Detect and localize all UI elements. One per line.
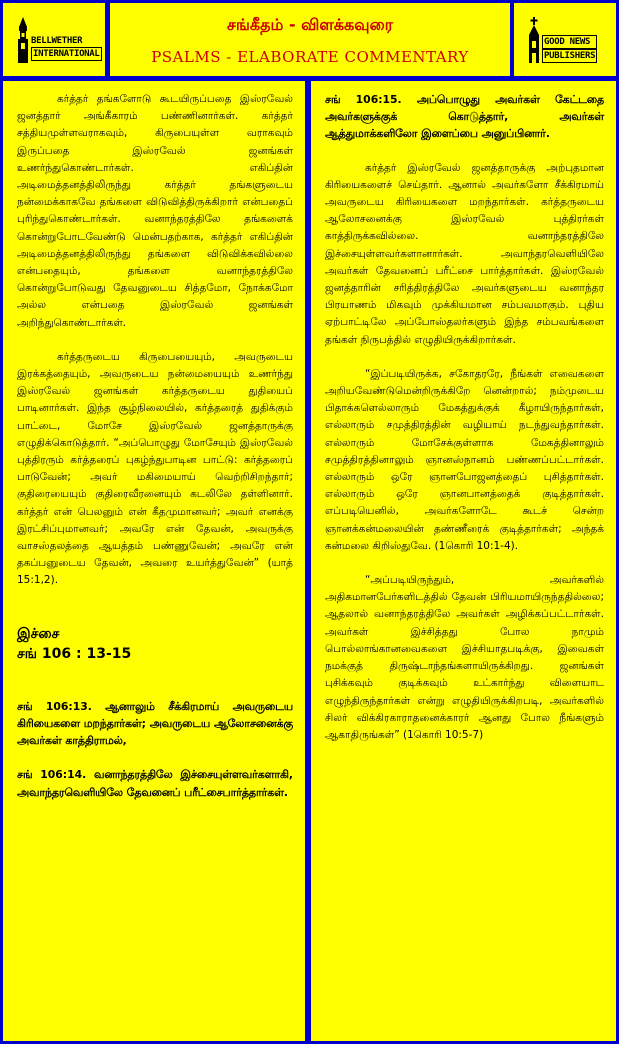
church-icon: [526, 17, 542, 63]
left-column: [3, 81, 305, 1041]
right-column: [311, 81, 616, 1041]
header-left-logo-panel: [3, 3, 105, 76]
logo-line2: INTERNATIONAL: [33, 49, 100, 59]
bell-tower-icon: [15, 17, 31, 63]
logo-line2: PUBLISHERS: [544, 51, 596, 61]
bellwether-logo: [11, 13, 99, 67]
verse-14: சங் 106:14. வனாந்தரத்திலே இச்சையுள்ளவர்களாகி, அவாந்தரவெளியிலே தேவனைப் பரீட்சைபார்த்தார்கள்.: [17, 768, 293, 799]
section-reference: சங் 106 : 13-15: [17, 645, 132, 662]
right-paragraph-1: கர்த்தர் இஸ்ரவேல் ஜனத்தாருக்கு அற்புதமான கிரியைகளைச் செய்தார். ஆனால் அவர்களோ சீக்கிரமாய் அவருடைய கிரியைகளை மறந்தார்கள். கர்த்தருடைய ஆலோசனைக்கு இஸ்ரவேல் புத்திரர்கள் காத்திருக்கவில்லை. வனாந்தரத்திலே இச்சையுள்ளவர்களானார்கள். அவாந்தரவெளியிலே அவர்கள் தேவனைப் பரீட்சை பார்த்தார்கள். இஸ்ரவேல் ஜனத்தாரின் சரித்திரத்திலே அவர்களுடைய வனாந்தர பிரயாணம் மிகவும் முக்கியமான சம்பவமாகும். புதிய ஏற்பாட்டிலே அப்போஸ்தலர்களும் இந்த சம்பவங்களை தங்கள் நிருபத்தில் எழுதியிருக்கிறார்கள்.: [325, 161, 604, 346]
verse-13: சங் 106:13. ஆனாலும் சீக்கிரமாய் அவருடைய கிரியைகளை மறந்தார்கள்; அவருடைய ஆலோசனைக்கு அவர்கள் காத்திராமல்,: [17, 699, 293, 748]
good-news-logo-text: [542, 35, 597, 63]
header-right-logo-panel: [514, 3, 616, 76]
right-paragraph-2: “இப்படியிருக்க, சகோதரரே, நீங்கள் எவைகளை அறியவேண்டுமென்றிருக்கிறே னென்றால்; நம்முடைய பிதாக்களெல்லாரும் மேகத்துக்குக் கீழாயிருந்தார்கள், எல்லாரும் சமுத்திரத்தின் வழியாய் நடந்துவந்தார்கள். எல்லாரும் மோசேக்குள்ளாக மேகத்தினாலும் சமுத்திரத்தினாலும் ஞானஸ்நானம் பண்ணப்பட்டார்கள். எல்லாரும் ஒரே ஞானபோஜனத்தைப் புசித்தார்கள். எல்லாரும் ஒரே ஞானபானத்தைக் குடித்தார்கள். எப்படியெனில், அவர்களோடே கூடச் சென்ற ஞானக்கன்மலையின் தண்ணீரைக் குடித்தார்கள்; அந்தக் கன்மலை கிறிஸ்துவே. (1கொரி 10:1-4).: [325, 367, 604, 552]
logo-line1: GOOD NEWS: [542, 35, 597, 49]
right-paragraph-3: “அப்படியிருந்தும், அவர்களில் அதிகமானபேர்களிடத்தில் தேவன் பிரியமாயிருந்ததில்லை; ஆதலால் வனாந்தரத்திலே அவர்கள் அழிக்கப்பட்டார்கள். அவர்கள் இச்சித்தது போல நாமும் பொல்லாங்கானவைகளை இச்சியாதபடிக்கு, இவைகள் நமக்குத் திருஷ்டாந்தங்களாயிருக்கிறது. ஜனங்கள் புசிக்கவும் குடிக்கவும் உட்கார்ந்து விளையாட எழுந்திருந்தார்கள் என்று எழுதியிருக்கிறபடி, அவர்களில் சிலர் விக்கிரகாராதனைக்காரர் ஆனது போல நீங்களும் ஆகாதிருங்கள்” (1கொரி 10:5-7): [325, 574, 604, 741]
header-title-panel: [110, 3, 510, 76]
page-title-english: PSALMS - ELABORATE COMMENTARY: [151, 48, 469, 66]
bellwether-logo-text: [31, 35, 102, 61]
verse-15: சங் 106:15. அப்பொழுது அவர்கள் கேட்டதை அவர்களுக்குக் கொடுத்தார், அவர்கள் ஆத்துமாக்களிலோ இளைப்பை அனுப்பினார்.: [325, 93, 604, 141]
good-news-logo: [522, 13, 610, 67]
left-paragraph-2: கர்த்தருடைய கிருபையையும், அவருடைய இரக்கத்தையும், அவருடைய நன்மையையும் உணர்ந்து இஸ்ரவேல் ஜனங்கள் கர்த்தருடைய துதியைப் பாடினார்கள். இந்த சூழ்நிலையில், கர்த்தரைத் துதிக்கும் பாட்டை, மோசே இஸ்ரவேல் ஜனத்தாருக்கு எழுதிக்கொடுத்தார். “அப்பொழுது மோசேயும் இஸ்ரவேல் புத்திரரும் கர்த்தரைப் புகழ்ந்துபாடின பாட்டு: கர்த்தரைப் பாடுவேன்; அவர் மகிமையாய் வெற்றிசிறந்தார்; குதிரையையும் குதிரைவீரனையும் கடலிலே தள்ளினார். கர்த்தர் என் பெலனும் என் கீதமுமானவர்; அவர் எனக்கு இரட்சிப்புமானவர்; அவரே என் தேவன், அவருக்கு வாசஸ்தலத்தை ஆயத்தம் பண்ணுவேன்; அவரே என் தகப்பனுடைய தேவன், அவரை உயர்த்துவேன்” (யாத் 15:1,2).: [17, 350, 293, 587]
logo-line1: BELLWETHER: [31, 36, 83, 46]
page-title-tamil: சங்கீதம் - விளக்கவுரை: [226, 15, 393, 34]
left-paragraph-1: கர்த்தர் தங்களோடு கூடயிருப்பதை இஸ்ரவேல் ஜனத்தார் அங்கீகாரம் பண்ணினார்கள். கர்த்தர் சத்தியமுள்ளவராகவும், கிருபையுள்ள வராகவும் இருப்பதை இஸ்ரவேல் ஜனங்கள் உணர்ந்துகொண்டார்கள். எகிப்தின் அடிமைத்தனத்திலிருந்து கர்த்தர் தங்களுடைய நன்மைக்காகவே தங்களை விடுவித்திருக்கிறார் என்பதைப் புரிந்துகொண்டார்கள். வனாந்தரத்திலே தங்களைக் கொன்றுபோடவேண்டு மென்பதற்காக, கர்த்தர் எகிப்தின் அடிமைத்தனத்திலிருந்து தங்களை விடுவிக்கவில்லை என்பதையும், தங்களை வனாந்தரத்திலே கொன்றுபோடுவது தேவனுடைய சித்தமோ, நோக்கமோ அல்ல என்பதை இஸ்ரவேல் ஜனங்கள் அறிந்துகொண்டார்கள்.: [17, 93, 293, 329]
section-heading: இச்சை: [17, 625, 60, 642]
